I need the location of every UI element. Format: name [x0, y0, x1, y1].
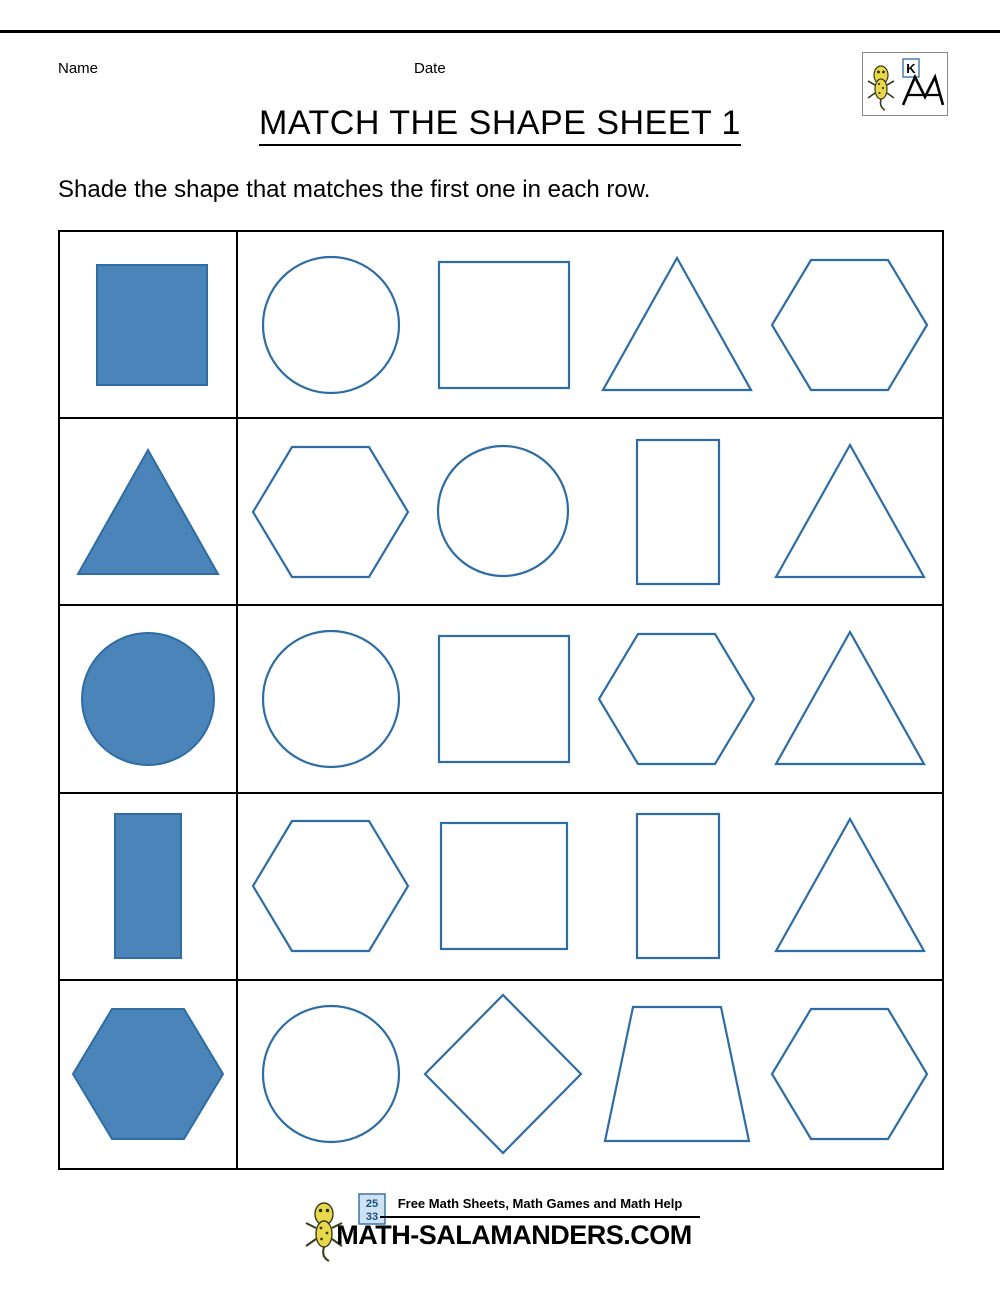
- option-shape-triangle[interactable]: [765, 806, 935, 966]
- option-shape-triangle[interactable]: [765, 619, 935, 779]
- footer-tagline: Free Math Sheets, Math Games and Math Help: [397, 1196, 683, 1211]
- row-key-cell: [60, 419, 238, 604]
- option-shape-square[interactable]: [419, 806, 589, 966]
- option-shape-trapezoid[interactable]: [592, 994, 762, 1154]
- date-label: Date: [414, 60, 446, 77]
- option-shape-rectangle[interactable]: [592, 432, 762, 592]
- footer-divider: [380, 1216, 700, 1218]
- table-row: [60, 419, 942, 606]
- row-options-cell: [238, 419, 942, 604]
- page-title: [0, 104, 1000, 143]
- option-shape-triangle[interactable]: [765, 432, 935, 592]
- key-shape-square: [63, 245, 233, 405]
- page-title-text: MATCH THE SHAPE SHEET 1: [259, 104, 741, 146]
- row-key-cell: [60, 606, 238, 791]
- table-row: [60, 794, 942, 981]
- option-shape-circle[interactable]: [246, 245, 416, 405]
- option-shape-circle[interactable]: [246, 994, 416, 1154]
- option-shape-hexagon[interactable]: [592, 619, 762, 779]
- match-shape-grid: [58, 230, 944, 1170]
- svg-text:K: K: [906, 61, 916, 76]
- option-shape-hexagon[interactable]: [246, 432, 416, 592]
- name-label: Name: [58, 60, 99, 77]
- key-shape-triangle: [63, 432, 233, 592]
- row-key-cell: [60, 232, 238, 417]
- option-shape-square[interactable]: [419, 245, 589, 405]
- option-shape-hexagon[interactable]: [765, 245, 935, 405]
- key-shape-rectangle: [63, 806, 233, 966]
- footer-brand: MATH-SALAMANDERS.COM: [336, 1220, 692, 1250]
- option-shape-diamond[interactable]: [419, 994, 589, 1154]
- option-shape-triangle[interactable]: [592, 245, 762, 405]
- row-options-cell: [238, 232, 942, 417]
- row-options-cell: [238, 794, 942, 979]
- table-row: [60, 981, 942, 1168]
- top-divider: [0, 30, 1000, 33]
- option-shape-rectangle[interactable]: [592, 806, 762, 966]
- option-shape-circle[interactable]: [419, 432, 589, 592]
- option-shape-hexagon[interactable]: [765, 994, 935, 1154]
- logo-number-bottom: 33: [365, 1211, 379, 1223]
- row-options-cell: [238, 606, 942, 791]
- row-key-cell: [60, 981, 238, 1168]
- table-row: [60, 606, 942, 793]
- option-shape-hexagon[interactable]: [246, 806, 416, 966]
- instructions-text: Shade the shape that matches the first one in each row.: [58, 176, 651, 203]
- key-shape-circle: [63, 619, 233, 779]
- key-shape-hexagon: [63, 994, 233, 1154]
- logo-number-top: 25: [365, 1198, 379, 1210]
- footer: [0, 1190, 1000, 1275]
- table-row: [60, 232, 942, 419]
- option-shape-square[interactable]: [419, 619, 589, 779]
- row-key-cell: [60, 794, 238, 979]
- option-shape-circle[interactable]: [246, 619, 416, 779]
- row-options-cell: [238, 981, 942, 1168]
